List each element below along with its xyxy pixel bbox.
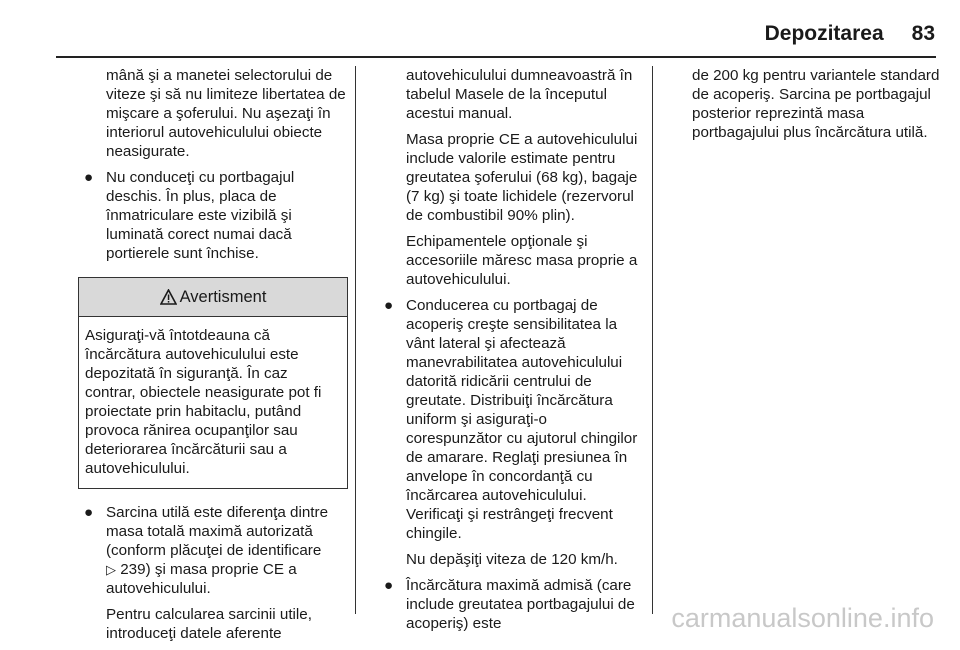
warning-body: Asiguraţi-vă întotdeauna că încărcătura autovehiculului este depozitată în siguranţă. În caz contrar, obiectele neasigurate pot fi proiectate prin habitaclu, putând provoca rănirea ocupanţilor sau deteriorarea încărcăturii sau a autovehiculului. bbox=[85, 327, 322, 477]
bullet-item bbox=[378, 296, 646, 569]
bullet-item bbox=[78, 168, 348, 263]
column-3 bbox=[678, 66, 940, 149]
page-reference-icon: ▷ bbox=[106, 562, 116, 577]
warning-box bbox=[78, 277, 348, 489]
bullet-dot-icon: ● bbox=[84, 169, 94, 186]
bullet-item bbox=[378, 576, 646, 633]
bullet-text: Nu conduceţi cu portbagajul deschis. În plus, placa de înmatriculare este vizibilă şi luminată corect numai dacă portierele sunt închise. bbox=[106, 169, 295, 262]
bullet-text: Conducerea cu portbagaj de acoperiş creşte sensibilitatea la vânt lateral şi afectează manevrabilitatea autovehiculului datorită ridicării centrului de greutate. Distribuiţi încărcătura uniform şi asiguraţi-o corespunzător cu ajutorul chingilor de amarare. Reglaţi presiunea în anvelope în concordanţă cu încărcarea autovehiculului. Verificaţi şi restrângeţi frecvent chingile. bbox=[406, 297, 638, 542]
bullet-text-part: Sarcina utilă este diferenţa dintre masa totală maximă autorizată (conform plăcuţei de identificare bbox=[106, 504, 329, 559]
bullet-dot-icon: ● bbox=[384, 297, 394, 314]
page-title: Depozitarea bbox=[764, 22, 884, 45]
bullet-item bbox=[78, 503, 348, 643]
warning-title: Avertisment bbox=[179, 287, 267, 306]
bullet-dot-icon: ● bbox=[384, 577, 394, 594]
bullet-text-part: 239) şi masa proprie CE a autovehiculului. bbox=[106, 561, 297, 597]
page-header bbox=[0, 22, 935, 54]
bullet-subparagraph: Pentru calcularea sarcinii utile, introduceţi datele aferente bbox=[106, 606, 312, 642]
bullet-dot-icon: ● bbox=[84, 504, 94, 521]
header-rule bbox=[56, 56, 936, 58]
paragraph: Echipamentele opţionale şi accesoriile măresc masa proprie a autovehiculului. bbox=[406, 233, 638, 288]
warning-triangle-icon bbox=[160, 289, 177, 305]
bullet-text: Încărcătura maximă admisă (care include greutatea portbagajului de acoperiş) este bbox=[406, 577, 635, 632]
column-2 bbox=[378, 66, 646, 640]
warning-header bbox=[79, 278, 347, 317]
column-divider bbox=[355, 66, 356, 614]
paragraph: de 200 kg pentru variantele standard de acoperiş. Sarcina pe portbagajul posterior reprezintă masa portbagajului plus încărcătura utilă. bbox=[692, 67, 940, 141]
continued-paragraph: mână şi a manetei selectorului de viteze şi să nu limiteze libertatea de mişcare a şoferului. Nu aşezaţi în interiorul autovehiculului obiecte neasigurate. bbox=[106, 67, 346, 160]
paragraph: Masa proprie CE a autovehiculului include valorile estimate pentru greutatea şoferului (68 kg), bagaje (7 kg) şi toate lichidele (rezervorul de combustibil 90% plin). bbox=[406, 131, 638, 224]
bullet-text bbox=[106, 503, 348, 598]
page-number: 83 bbox=[911, 22, 935, 45]
column-divider bbox=[652, 66, 653, 614]
paragraph: autovehiculului dumneavoastră în tabelul Masele de la începutul acestui manual. bbox=[406, 67, 633, 122]
watermark: carmanualsonline.info bbox=[671, 603, 934, 633]
column-1 bbox=[78, 66, 348, 650]
bullet-subparagraph: Nu depăşiţi viteza de 120 km/h. bbox=[406, 551, 618, 568]
